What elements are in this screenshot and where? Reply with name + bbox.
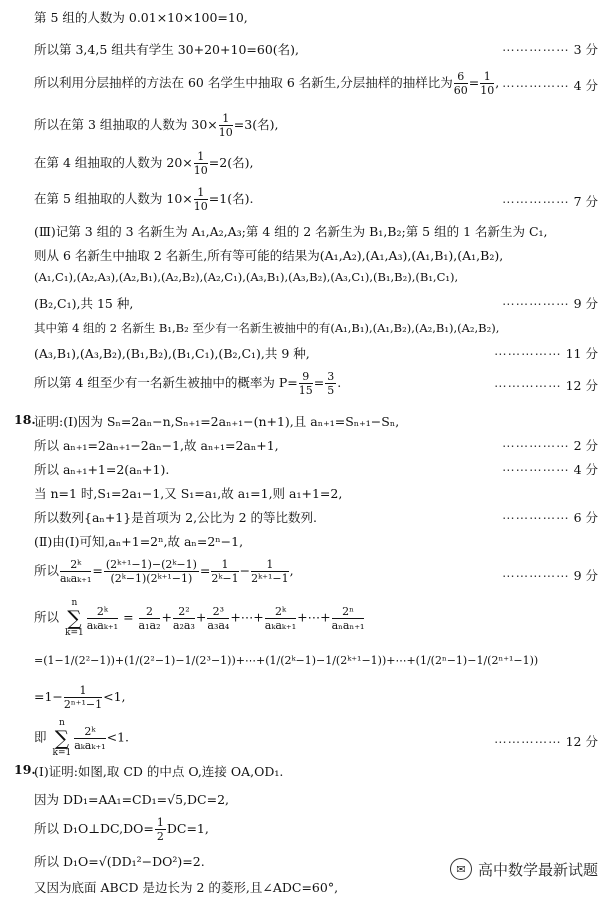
- line-text: (Ⅲ)记第 3 组的 3 名新生为 A₁,A₂,A₃;第 4 组的 2 名新生为 B₁,B₂;第 5 组的 1 名新生为 C₁,: [34, 224, 548, 239]
- numerator: 2³: [207, 605, 229, 619]
- fraction: [219, 112, 233, 139]
- text-line: [34, 532, 598, 550]
- denominator: 10: [218, 126, 233, 139]
- text-line: [34, 684, 598, 711]
- score-mark: [494, 344, 598, 362]
- minus: −: [239, 563, 251, 578]
- score-mark: [502, 436, 598, 454]
- denominator: aₖaₖ₊₁: [60, 572, 92, 585]
- denominator: 2ⁿ⁺¹−1: [63, 698, 103, 711]
- line-text: (A₃,B₁),(A₃,B₂),(B₁,B₂),(B₁,C₁),(B₂,C₁),共 9 种,: [34, 346, 310, 361]
- leader-dots: ⋯⋯⋯⋯⋯: [502, 296, 570, 311]
- text-line: [34, 816, 598, 843]
- sigma-symbol: ∑: [67, 606, 82, 630]
- line-text: 第 5 组的人数为 0.01×10×100=10,: [34, 10, 248, 25]
- ellipsis: +⋯+: [230, 609, 264, 625]
- line-text: 所以在第 3 组抽取的人数为 30×: [34, 117, 218, 132]
- numerator: 2ⁿ: [332, 605, 365, 619]
- score-text: 9 分: [573, 568, 598, 583]
- sum-lower: k=1: [52, 748, 72, 758]
- denominator: 2ᵏ−1: [211, 572, 239, 585]
- line-text: .: [337, 375, 342, 390]
- leader-dots: ⋯⋯⋯⋯⋯: [502, 438, 570, 453]
- fraction: [207, 605, 229, 632]
- sum-upper: n: [71, 598, 78, 608]
- numerator: 2ᵏ: [60, 558, 91, 572]
- score-text: 9 分: [573, 296, 598, 311]
- line-text: (Ⅱ)由(Ⅰ)可知,aₙ+1=2ⁿ,故 aₙ=2ⁿ−1,: [34, 534, 244, 549]
- line-text: 所以第 4 组至少有一名新生被抽中的概率为 P=: [34, 375, 298, 390]
- text-line: 所以 n ∑ k=1 2ᵏ aₖaₖ₊₁ = $\frac{2}{\text{a₁a₂}}$ + $\frac{\text{2²}}{\text{a₂a₃}}$ + $\frac{\text{2³}}{\text{a₃a₄}}$ +⋯+ 2ᵏ aₖaₖ₊₁ +⋯+ 2ⁿ aₙaₙ₊₁: [34, 598, 365, 638]
- fraction: [139, 605, 161, 632]
- line-text: =2(名),: [208, 155, 254, 170]
- leader-dots: ⋯⋯⋯⋯⋯: [502, 194, 570, 209]
- text-line: [34, 270, 598, 284]
- watermark: [450, 858, 598, 880]
- line-text: =3(名),: [233, 117, 279, 132]
- denominator: a₂a₃: [172, 618, 195, 632]
- equals: =: [92, 563, 103, 578]
- score-text: 3 分: [573, 42, 598, 57]
- text-line: [34, 320, 598, 336]
- numerator: 6: [454, 70, 468, 84]
- fraction: [60, 558, 91, 585]
- line-text: DC=1,: [166, 821, 209, 836]
- fraction: [87, 605, 118, 632]
- ellipsis: +⋯+: [297, 609, 331, 625]
- line-text: 即: [34, 729, 47, 745]
- line-text: 证明:(Ⅰ)因为 Sₙ=2aₙ−n,Sₙ₊₁=2aₙ₊₁−(n+1),且 aₙ₊₁=Sₙ₊₁−Sₙ,: [34, 414, 400, 429]
- line-text: 则从 6 名新生中抽取 2 名新生,所有等可能的结果为(A₁,A₂),(A₁,A₃),(A₁,B₁),(A₁,B₂),: [34, 248, 504, 263]
- denominator: aₖaₖ₊₁: [74, 738, 106, 752]
- summation: [65, 598, 84, 638]
- line-text: 又因为底面 ABCD 是边长为 2 的菱形,且∠ADC=60°,: [34, 880, 339, 895]
- fraction: [454, 70, 468, 97]
- numerator: 2ᵏ: [74, 725, 105, 739]
- numerator: 9: [299, 370, 313, 384]
- numerator: 2²: [173, 605, 195, 619]
- fraction: [480, 70, 494, 97]
- numerator: 1: [194, 150, 208, 164]
- denominator: 2: [156, 830, 164, 843]
- leader-dots: ⋯⋯⋯⋯⋯: [502, 568, 570, 583]
- text-line: [34, 222, 598, 240]
- leader-dots: ⋯⋯⋯⋯⋯: [502, 462, 570, 477]
- numerator: 1: [156, 816, 164, 829]
- text-line: [34, 8, 598, 26]
- sum-upper: n: [58, 718, 65, 728]
- line-text: <1,: [103, 689, 126, 704]
- numerator: 1: [211, 558, 238, 572]
- fraction: [211, 558, 238, 585]
- leader-dots: ⋯⋯⋯⋯⋯: [494, 734, 562, 749]
- text-line: [34, 654, 598, 667]
- denominator: 2ᵏ⁺¹−1: [251, 572, 289, 585]
- fraction: [265, 605, 296, 632]
- line-text: =1−: [34, 689, 63, 704]
- watermark-text: 高中数学最新试题: [477, 860, 598, 879]
- line-text: 在第 5 组抽取的人数为 10×: [34, 191, 193, 206]
- score-mark: [502, 76, 598, 94]
- leader-dots: ⋯⋯⋯⋯⋯: [502, 42, 570, 57]
- text-line: [34, 412, 598, 430]
- equals: =: [123, 609, 134, 625]
- numerator: 2ᵏ: [265, 605, 296, 619]
- score-text: 4 分: [573, 78, 598, 93]
- equals: =: [468, 75, 480, 90]
- denominator: 15: [298, 384, 313, 397]
- numerator: 2ᵏ: [87, 605, 118, 619]
- numerator: 1: [251, 558, 288, 572]
- score-mark: [494, 376, 598, 394]
- denominator: 10: [193, 200, 208, 213]
- numerator: 1: [480, 70, 494, 84]
- fraction: [173, 605, 195, 632]
- line-text: 所以: [34, 609, 60, 625]
- text-line: [34, 484, 598, 502]
- fraction: [194, 186, 208, 213]
- line-text: 当 n=1 时,S₁=2a₁−1,又 S₁=a₁,故 a₁=1,则 a₁+1=2,: [34, 486, 343, 501]
- line-text: ,: [289, 563, 294, 578]
- wechat-icon: ✉: [450, 858, 472, 880]
- text-line: [34, 112, 598, 139]
- equals: =: [313, 375, 325, 390]
- leader-dots: ⋯⋯⋯⋯⋯: [502, 510, 570, 525]
- line-text: =(1−1/(2²−1))+(1/(2²−1)−1/(2³−1))+⋯+(1/(2ᵏ−1)−1/(2ᵏ⁺¹−1))+⋯+(1/(2ⁿ−1)−1/(2ⁿ⁺¹−1)): [34, 654, 539, 667]
- score-mark: [502, 508, 598, 526]
- numerator: 3: [327, 370, 335, 383]
- denominator: 60: [453, 84, 468, 97]
- text-line: [34, 790, 598, 808]
- score-text: 12 分: [565, 378, 598, 393]
- score-mark: [502, 192, 598, 210]
- line-text: 所以 aₙ₊₁=2aₙ₊₁−2aₙ−1,故 aₙ₊₁=2aₙ+1,: [34, 438, 279, 453]
- score-mark: [494, 732, 598, 750]
- numerator: 1: [219, 112, 233, 126]
- line-text: (B₂,C₁),共 15 种,: [34, 296, 134, 311]
- leader-dots: ⋯⋯⋯⋯⋯: [494, 378, 562, 393]
- denominator: (2ᵏ−1)(2ᵏ⁺¹−1): [110, 572, 193, 585]
- line-text: 所以 D₁O⊥DC,DO=: [34, 821, 154, 836]
- line-text: 所以数列{aₙ+1}是首项为 2,公比为 2 的等比数列.: [34, 510, 317, 525]
- text-line: [34, 762, 598, 780]
- summation: [53, 718, 72, 758]
- equals: =: [199, 563, 211, 578]
- score-mark: [502, 460, 598, 478]
- line-text: 所以 aₙ₊₁+1=2(aₙ+1).: [34, 462, 170, 477]
- denominator: 10: [480, 84, 495, 97]
- denominator: aₖaₖ₊₁: [86, 618, 119, 632]
- text-line: [34, 150, 598, 177]
- line-text: =1(名).: [208, 191, 254, 206]
- fraction: [251, 558, 288, 585]
- sigma-symbol: ∑: [54, 726, 69, 750]
- denominator: aₖaₖ₊₁: [264, 618, 297, 632]
- line-text: 所以: [34, 563, 60, 578]
- numerator: 1: [64, 684, 102, 698]
- line-text: 所以利用分层抽样的方法在 60 名学生中抽取 6 名新生,分层抽样的抽样比为: [34, 75, 453, 90]
- score-mark: [502, 294, 598, 312]
- leader-dots: ⋯⋯⋯⋯⋯: [494, 346, 562, 361]
- leader-dots: ⋯⋯⋯⋯⋯: [502, 78, 570, 93]
- denominator: 10: [193, 164, 208, 177]
- fraction: [104, 558, 199, 585]
- fraction: [64, 684, 102, 711]
- line-text: ,: [495, 75, 500, 90]
- line-text: 所以第 3,4,5 组共有学生 30+20+10=60(名),: [34, 42, 299, 57]
- sum-lower: k=1: [65, 628, 84, 638]
- question-number: 18.: [14, 412, 36, 427]
- score-text: 2 分: [573, 438, 598, 453]
- score-mark: [502, 566, 598, 584]
- score-text: 4 分: [573, 462, 598, 477]
- score-mark: [502, 40, 598, 58]
- text-line: [34, 878, 598, 896]
- numerator: 2: [139, 605, 161, 619]
- fraction: [194, 150, 208, 177]
- denominator: 5: [327, 384, 335, 397]
- denominator: a₃a₄: [207, 618, 230, 632]
- line-text: 因为 DD₁=AA₁=CD₁=√5,DC=2,: [34, 792, 229, 807]
- line-text: (Ⅰ)证明:如图,取 CD 的中点 O,连接 OA,OD₁.: [34, 764, 284, 779]
- denominator: a₁a₂: [138, 618, 161, 632]
- score-text: 6 分: [573, 510, 598, 525]
- score-text: 7 分: [573, 194, 598, 209]
- fraction: [74, 725, 105, 752]
- line-text: 所以 D₁O=√(DD₁²−DO²)=2.: [34, 854, 205, 869]
- question-number: 19.: [14, 762, 36, 777]
- fraction: [155, 816, 166, 843]
- fraction: [332, 605, 365, 632]
- numerator: (2ᵏ⁺¹−1)−(2ᵏ−1): [105, 558, 197, 571]
- line-text: 其中第 4 组的 2 名新生 B₁,B₂ 至少有一名新生被抽中的有(A₁,B₁),(A₁,B₂),(A₂,B₁),(A₂,B₂),: [34, 321, 500, 335]
- denominator: aₙaₙ₊₁: [331, 618, 365, 632]
- score-text: 11 分: [565, 346, 598, 361]
- text-line: [34, 246, 598, 264]
- numerator: 1: [194, 186, 208, 200]
- line-text: (A₁,C₁),(A₂,A₃),(A₂,B₁),(A₂,B₂),(A₂,C₁),(A₃,B₁),(A₃,B₂),(A₃,C₁),(B₁,B₂),(B₁,C₁),: [34, 270, 459, 284]
- fraction: [325, 370, 336, 397]
- line-text: 在第 4 组抽取的人数为 20×: [34, 155, 193, 170]
- score-text: 12 分: [565, 734, 598, 749]
- line-text: <1.: [106, 729, 129, 745]
- fraction: [299, 370, 313, 397]
